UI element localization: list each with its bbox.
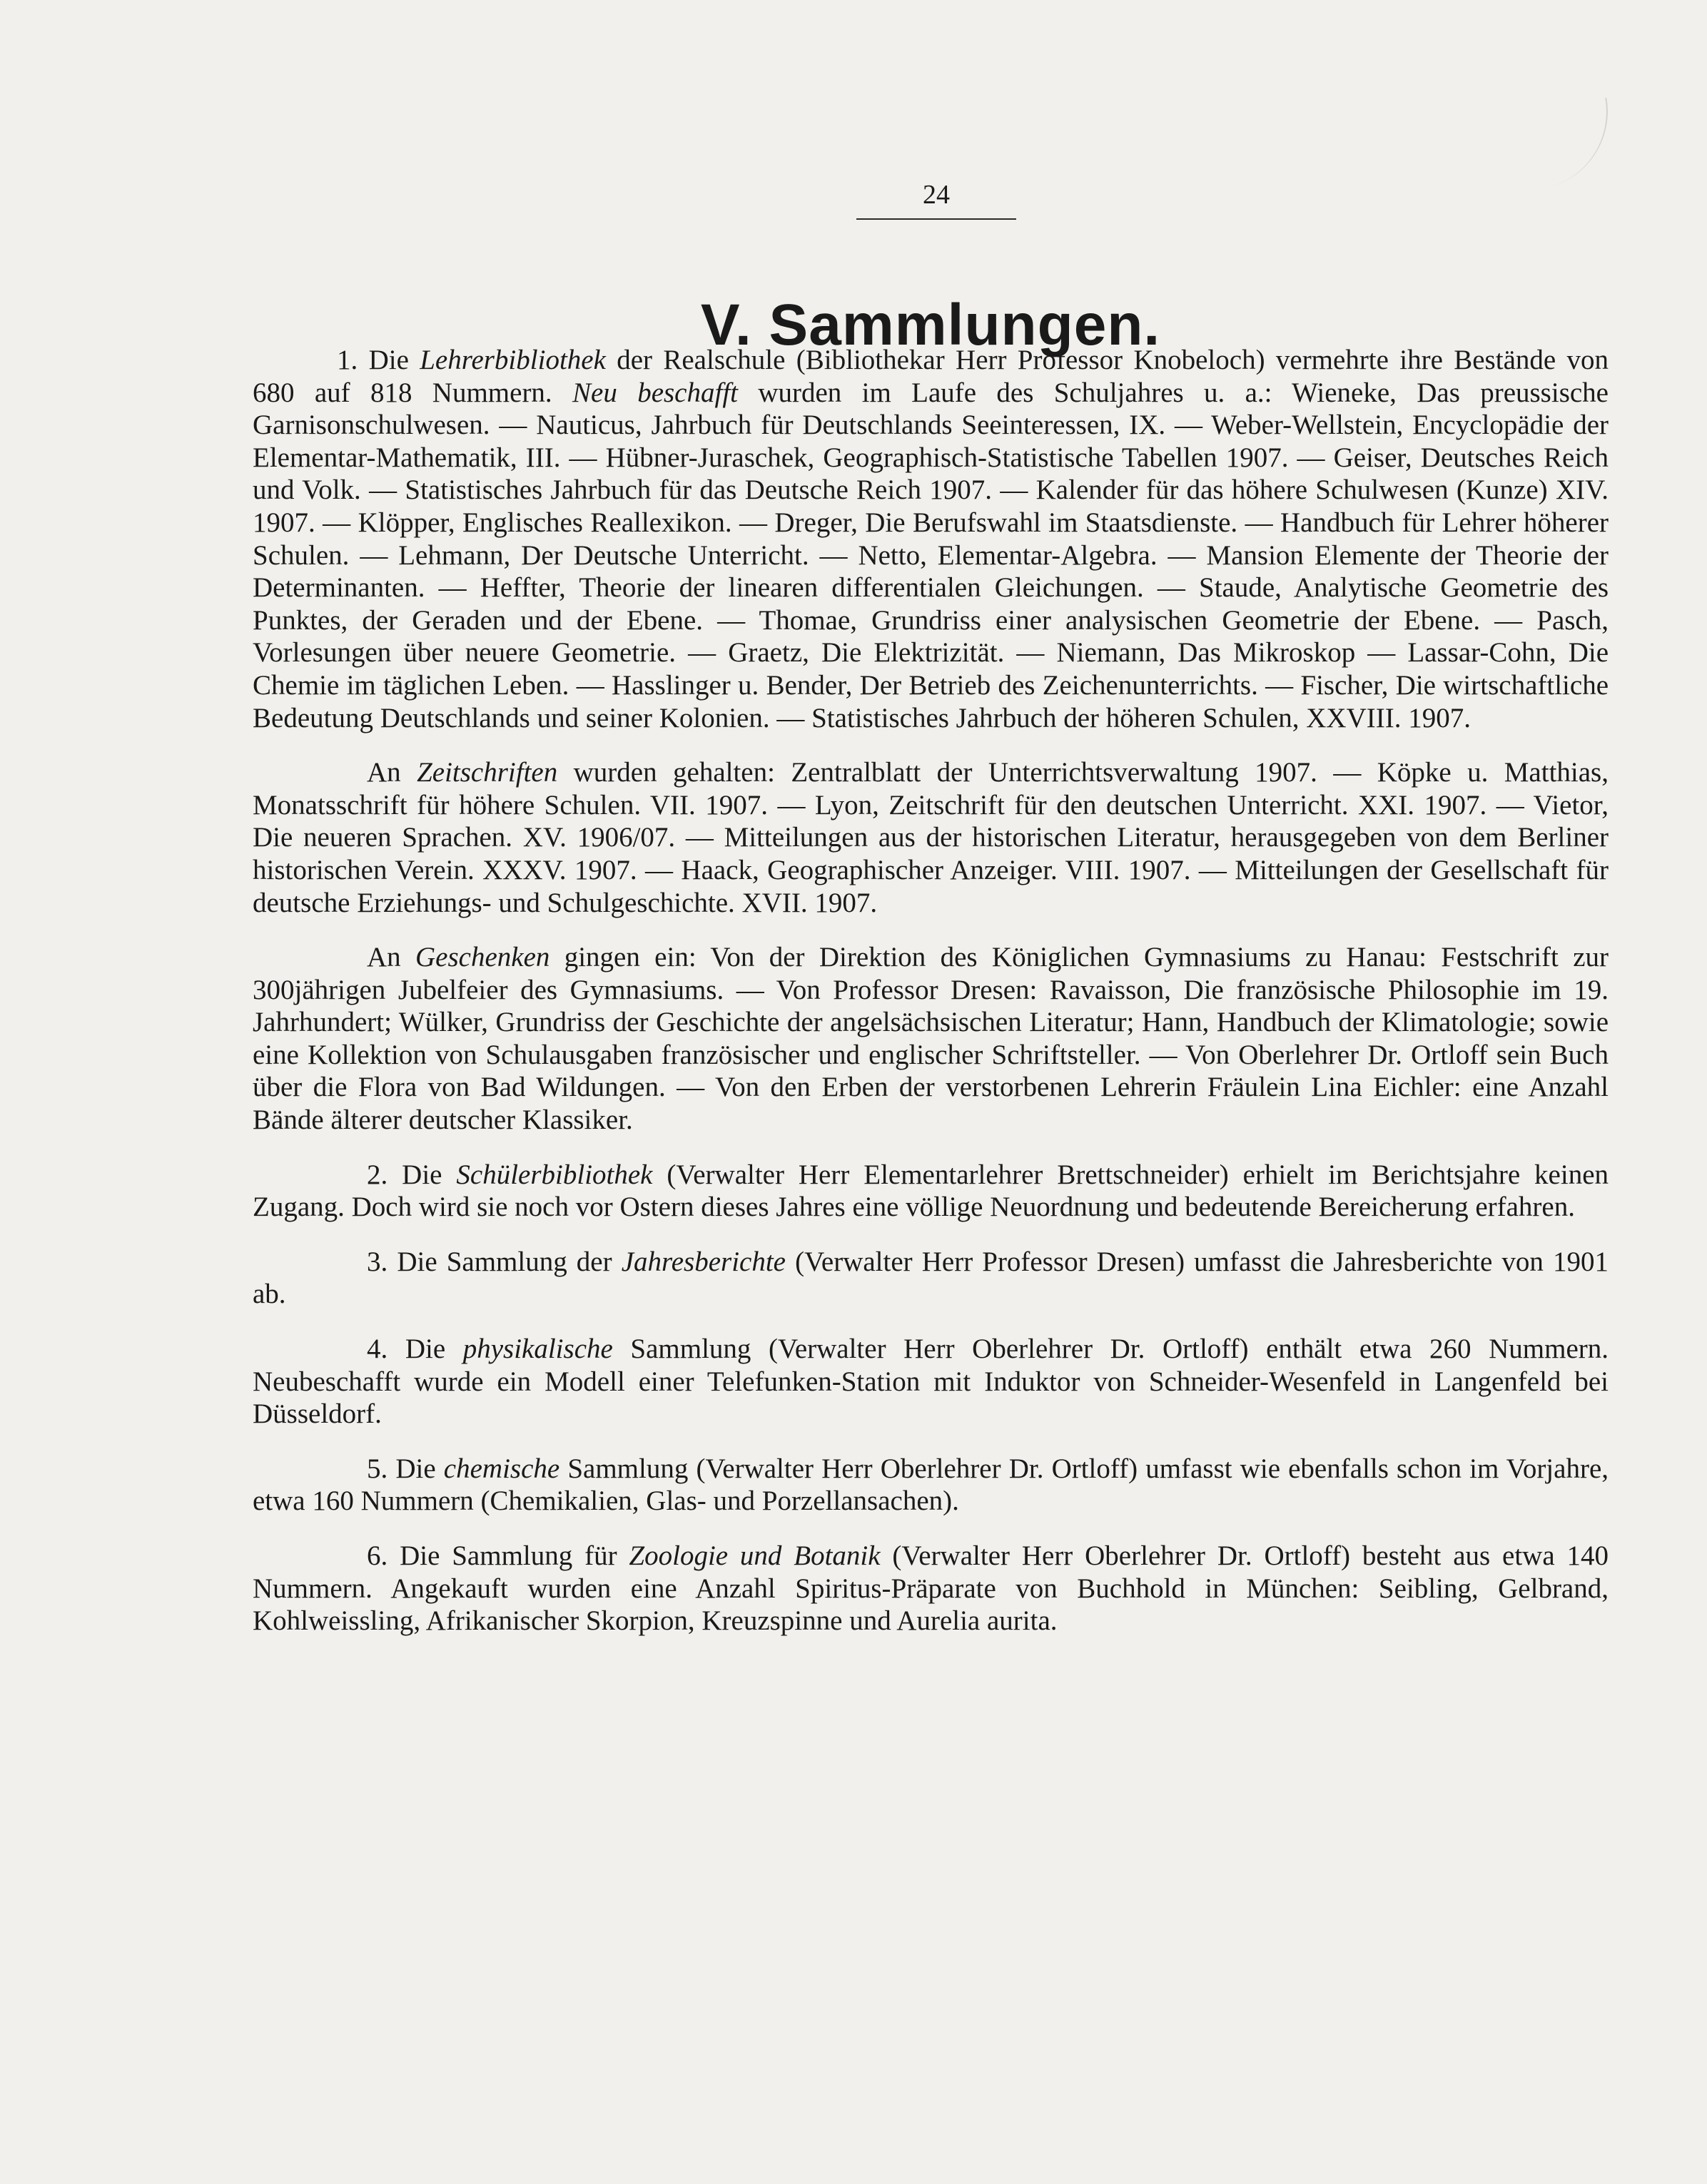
paragraph-zoologie-botanik bbox=[253, 1540, 1609, 1637]
section-title: V. Sammlungen. bbox=[700, 292, 1161, 357]
text-run: 5. Die bbox=[367, 1453, 444, 1484]
italic-term: Zeitschriften bbox=[417, 757, 558, 788]
paragraph-zeitschriften bbox=[253, 756, 1609, 919]
italic-term: chemische bbox=[443, 1453, 560, 1484]
text-run: der Realschule (Bibliothekar Herr Professor Knobeloch) vermehrte ihre Bestände von 680 auf 818 Nummern. bbox=[253, 345, 1609, 408]
paragraph-schuelerbibliothek bbox=[253, 1159, 1609, 1224]
text-run: (Verwalter Herr Oberlehrer Dr. Ortloff) besteht aus etwa 140 Nummern. Angekauft wurden eine Anzahl Spiritus-Präparate von Buchhold in München: Seibling, Gelbrand, Kohlweissling, Afrikanischer Skorpion, Kreuzspinne und Aurelia aurita. bbox=[253, 1540, 1609, 1637]
paper-mark bbox=[1493, 98, 1621, 195]
text-run: (Verwalter Herr Elementarlehrer Brettschneider) erhielt im Berichtsjahre keinen Zugang. Doch wird sie noch vor Ostern dieses Jahres eine völlige Neuordnung und bedeutende Bereicherung erfahren. bbox=[253, 1159, 1609, 1223]
text-run: An bbox=[367, 757, 417, 788]
text-run: wurden gehalten: Zentralblatt der Unterrichtsverwaltung 1907. — Köpke u. Matthias, Monatsschrift für höhere Schulen. VII. 1907. — Lyon, Zeitschrift für den deutschen Unterricht. XXI. 1907. — Vietor, Die neueren Sprachen. XV. 1906/07. — Mitteilungen aus der historischen Literatur, herausgegeben von dem Berliner historischen Verein. XXXV. 1907. — Haack, Geographischer Anzeiger. VIII. 1907. — Mitteilungen der Gesellschaft für deutsche Erziehungs- und Schulgeschichte. XVII. 1907. bbox=[253, 757, 1609, 918]
italic-term: Lehrerbibliothek bbox=[420, 345, 606, 375]
paragraph-geschenke bbox=[253, 941, 1609, 1137]
text-run: Sammlung (Verwalter Herr Oberlehrer Dr. Ortloff) umfasst wie ebenfalls schon im Vorjahre, etwa 160 Nummern (Chemikalien, Glas- und Porzellansachen). bbox=[253, 1453, 1609, 1517]
text-run: (Verwalter Herr Professor Dresen) umfasst die Jahresberichte von 1901 ab. bbox=[253, 1246, 1609, 1310]
text-run: 3. Die Sammlung der bbox=[367, 1246, 622, 1277]
text-run: 2. Die bbox=[367, 1159, 457, 1190]
italic-term: Schülerbibliothek bbox=[456, 1159, 653, 1190]
text-run: wurden im Laufe des Schuljahres u. a.: Wieneke, Das preussische Garnisonschulwesen. — Nauticus, Jahrbuch für Deutschlands Seeinteressen, IX. — Weber-Wellstein, Encyclopädie der Elementar-Mathematik, III. — Hübner-Juraschek, Geographisch-Statistische Tabellen 1907. — Geiser, Deutsches Reich und Volk. — Statistisches Jahrbuch für das Deutsche Reich 1907. — Kalender für das höhere Schulwesen (Kunze) XIV. 1907. — Klöpper, Englisches Reallexikon. — Dreger, Die Berufswahl im Staatsdienste. — Handbuch für Lehrer höherer Schulen. — Lehmann, Der Deutsche Unterricht. — Netto, Elementar-Algebra. — Mansion Elemente der Theorie der Determinanten. — Heffter, Theorie der linearen differentialen Gleichungen. — Staude, Analytische Geometrie des Punktes, der Geraden und der Ebene. — Thomae, Grundriss einer analysischen Geometrie der Ebene. — Pasch, Vorlesungen über neuere Geometrie. — Graetz, Die Elektrizität. — Niemann, Das Mikroskop — Lassar-Cohn, Die Chemie im täglichen Leben. — Hasslinger u. Bender, Der Betrieb des Zeichenunterrichts. — Fischer, Die wirtschaftliche Bedeutung Deutschlands und seiner Kolonien. — Statistisches Jahrbuch der höheren Schulen, XXVIII. 1907. bbox=[253, 377, 1609, 733]
paragraph-lehrerbibliothek bbox=[253, 344, 1609, 734]
text-run: An bbox=[367, 942, 415, 973]
page-number-rule bbox=[856, 218, 1016, 220]
text-run: gingen ein: Von der Direktion des Königlichen Gymnasiums zu Hanau: Festschrift zur 300jährigen Jubelfeier des Gymnasiums. — Von Professor Dresen: Ravaisson, Die französische Philosophie im 19. Jahrhundert; Wülker, Grundriss der Geschichte der angelsächsischen Literatur; Hann, Handbuch der Klimatologie; sowie eine Kollektion von Schulausgaben französischer und englischer Schriftsteller. — Von Oberlehrer Dr. Ortloff sein Buch über die Flora von Bad Wildungen. — Von den Erben der verstorbenen Lehrerin Fräulein Lina Eichler: eine Anzahl Bände älterer deutscher Klassiker. bbox=[253, 942, 1609, 1136]
italic-term: Jahresberichte bbox=[621, 1246, 786, 1277]
text-run: 1. Die bbox=[337, 345, 420, 375]
italic-term: physikalische bbox=[462, 1334, 613, 1365]
paragraph-physikalische-sammlung bbox=[253, 1333, 1609, 1431]
paragraph-jahresberichte bbox=[253, 1246, 1609, 1311]
text-run: 4. Die bbox=[367, 1334, 463, 1365]
body-text bbox=[253, 344, 1609, 1660]
paragraph-chemische-sammlung bbox=[253, 1453, 1609, 1518]
text-run: 6. Die Sammlung für bbox=[367, 1540, 629, 1571]
italic-term: Geschenken bbox=[415, 942, 550, 973]
italic-term: Zoologie und Botanik bbox=[629, 1540, 881, 1571]
italic-term: Neu beschafft bbox=[572, 377, 738, 408]
text-run: Sammlung (Verwalter Herr Oberlehrer Dr. Ortloff) enthält etwa 260 Nummern. Neubeschafft wurde ein Modell einer Telefunken-Station mit Induktor von Schneider-Wesenfeld in Langenfeld bei Düsseldorf. bbox=[253, 1334, 1609, 1430]
page-number: 24 bbox=[923, 180, 950, 210]
